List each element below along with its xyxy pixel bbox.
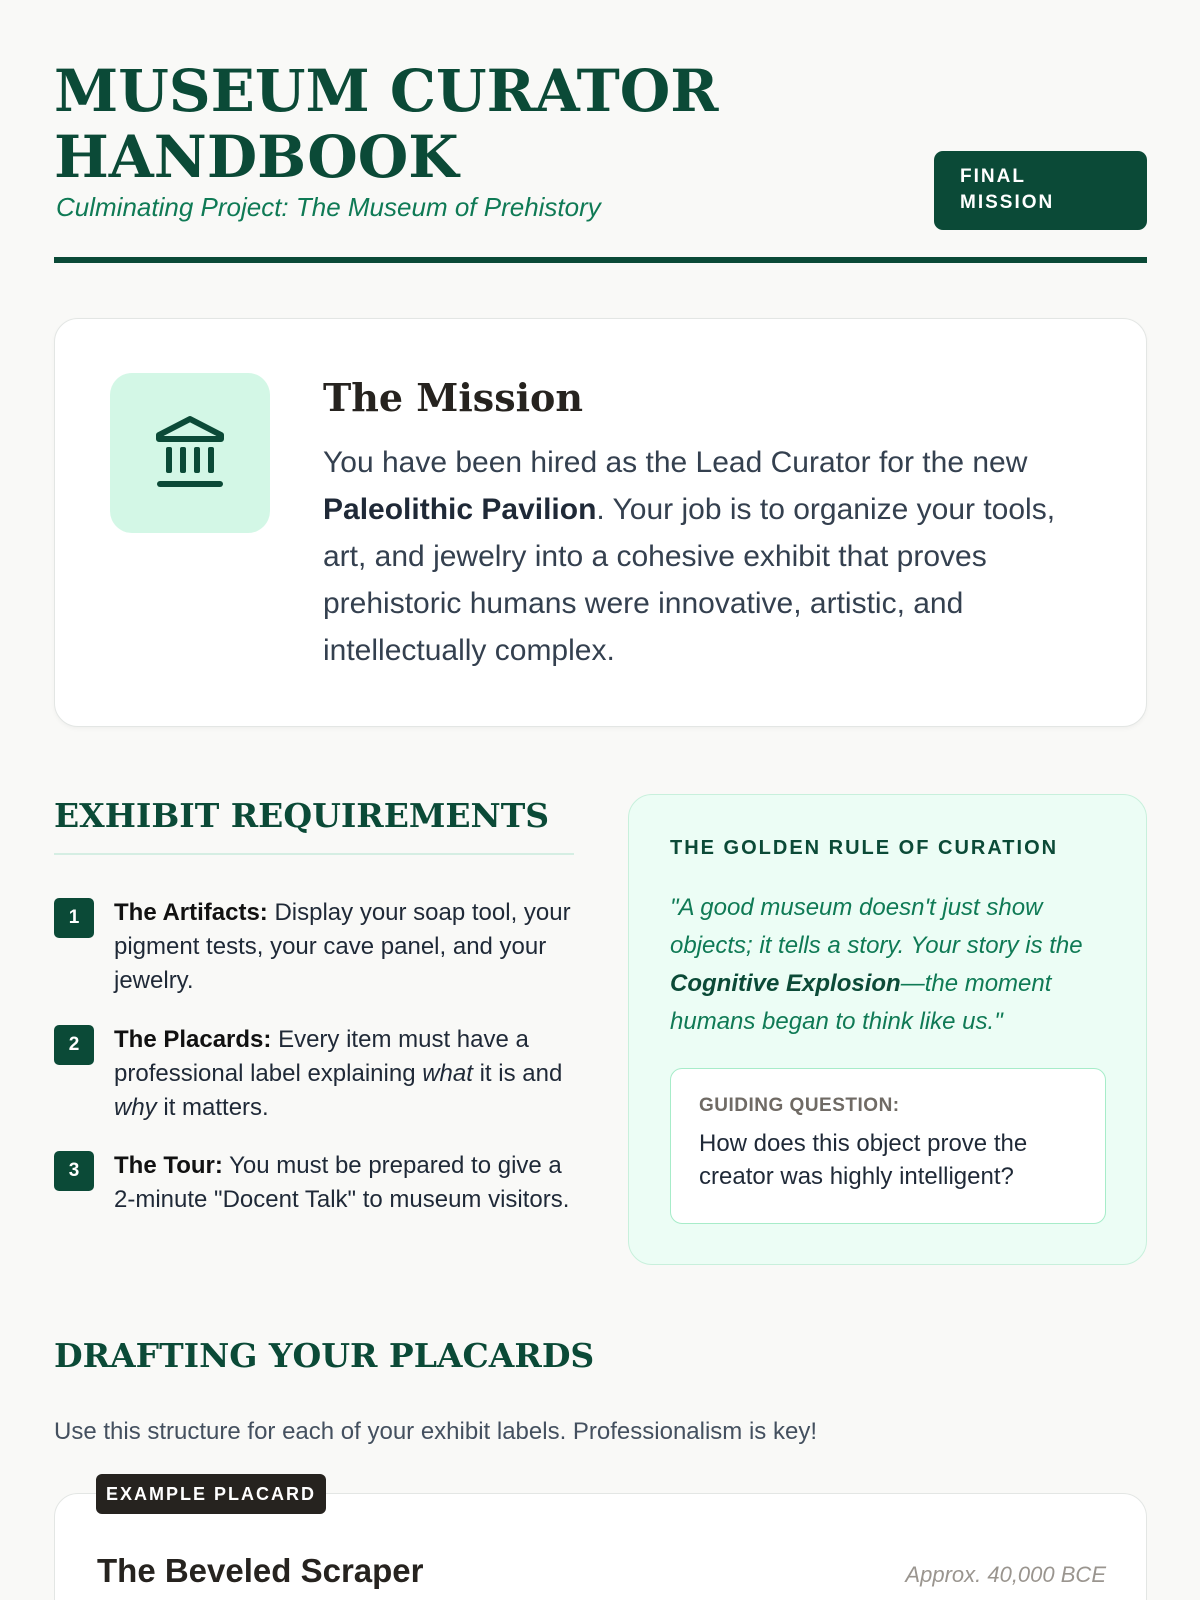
mission-title: The Mission	[323, 375, 584, 420]
requirement-number: 1	[54, 898, 94, 938]
mission-text-end: . Your job is to organize your tools, art, and jewelry into a cohesive exhibit that proves prehistoric humans were innovative, artistic, and intellectually complex.	[323, 493, 1056, 667]
header	[54, 0, 1147, 264]
mission-text-start: You have been hired as the Lead Curator for the new	[323, 446, 1028, 479]
requirements-divider	[54, 853, 574, 855]
requirement-body-b: it is and	[472, 1060, 563, 1087]
guiding-question-text: How does this object prove the creator was highly intelligent?	[699, 1130, 1028, 1190]
page-subtitle: Culminating Project: The Museum of Prehistory	[56, 192, 601, 222]
handbook-page	[54, 0, 1147, 1589]
placard-date: Approx. 40,000 BCE	[905, 1562, 1106, 1587]
requirement-emphasis-why: why	[114, 1094, 157, 1121]
drafting-title: DRAFTING YOUR PLACARDS	[54, 1336, 595, 1375]
golden-rule-quote	[670, 889, 1120, 1041]
requirement-body-a: Every item must have a professional label explaining	[114, 1026, 529, 1087]
guiding-question-box	[670, 1068, 1106, 1224]
requirement-body: You must be prepared to give a 2-minute "Docent Talk" to museum visitors.	[114, 1152, 570, 1213]
badge-line-1: FINAL	[960, 166, 1026, 187]
requirement-label: The Artifacts:	[114, 899, 268, 926]
quote-end: —the moment humans began to think like us."	[670, 970, 1052, 1035]
requirement-number: 2	[54, 1025, 94, 1065]
museum-icon-graphic	[155, 415, 225, 491]
golden-rule-panel	[628, 794, 1147, 1265]
requirements-title: EXHIBIT REQUIREMENTS	[54, 796, 550, 835]
requirement-emphasis-what: what	[422, 1060, 473, 1087]
header-divider	[54, 257, 1147, 263]
final-mission-badge	[934, 151, 1147, 230]
guiding-question-label: GUIDING QUESTION:	[699, 1095, 900, 1116]
requirement-number: 3	[54, 1151, 94, 1191]
requirement-text	[114, 1023, 574, 1125]
requirement-label: The Tour:	[114, 1152, 223, 1179]
mission-card	[54, 318, 1147, 727]
requirement-text	[114, 896, 574, 998]
mission-text	[323, 439, 1103, 674]
placard-tag: EXAMPLE PLACARD	[96, 1474, 326, 1514]
badge-line-2: MISSION	[960, 192, 1055, 213]
drafting-intro: Use this structure for each of your exhibit labels. Professionalism is key!	[54, 1418, 817, 1445]
requirement-text	[114, 1149, 574, 1217]
quote-bold: Cognitive Explosion	[670, 970, 901, 997]
mission-text-bold: Paleolithic Pavilion	[323, 493, 597, 526]
title-line-2: HANDBOOK	[54, 123, 459, 191]
requirement-label: The Placards:	[114, 1026, 272, 1053]
requirement-body: Display your soap tool, your pigment tests, your cave panel, and your jewelry.	[114, 899, 571, 994]
quote-start: "A good museum doesn't just show objects; it tells a story. Your story is the	[670, 894, 1083, 959]
museum-icon	[110, 373, 270, 533]
golden-rule-label: THE GOLDEN RULE OF CURATION	[670, 837, 1059, 859]
page-title	[54, 58, 719, 190]
title-line-1: MUSEUM CURATOR	[54, 57, 719, 125]
requirement-body-c: it matters.	[156, 1094, 269, 1121]
example-placard	[54, 1484, 1147, 1600]
placard-title: The Beveled Scraper	[97, 1552, 424, 1589]
